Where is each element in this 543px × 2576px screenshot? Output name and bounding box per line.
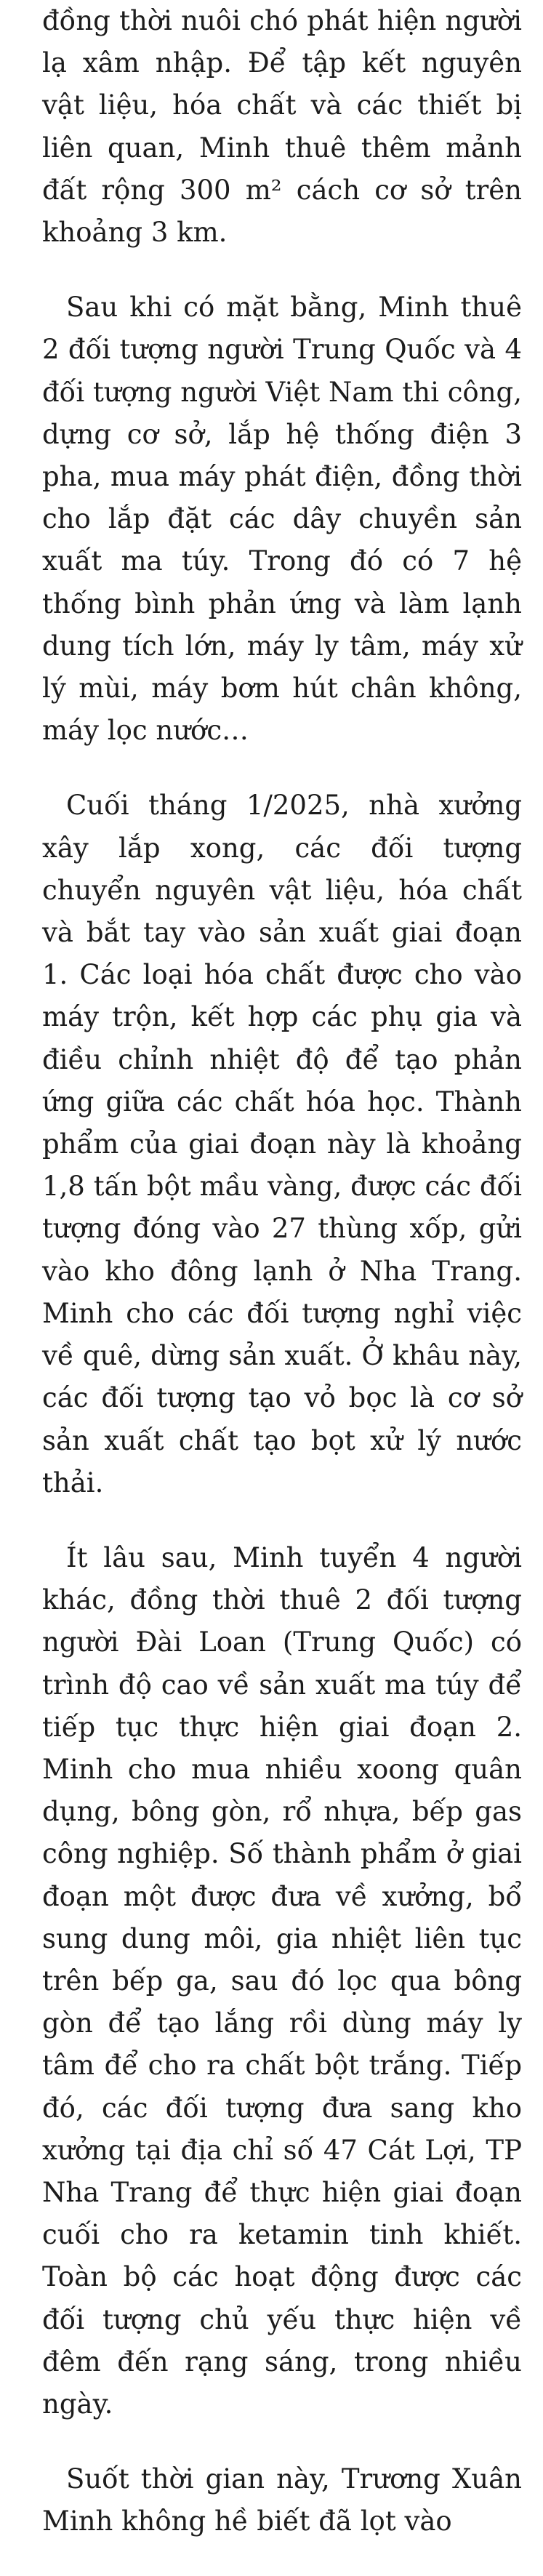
paragraph-2: Sau khi có mặt bằng, Minh thuê 2 đối tượng người Trung Quốc và 4 đối tượng người Việt Nam thi công, dựng cơ sở, lắp hệ thống điện 3 pha, mua máy phát điện, đồng thời cho lắp đặt các dây chuyền sản xuất ma túy. Trong đó có 7 hệ thống bình phản ứng và làm lạnh dung tích lớn, máy ly tâm, máy xử lý mùi, máy bơm hút chân không, máy lọc nước… bbox=[42, 292, 522, 747]
paragraph-3: Cuối tháng 1/2025, nhà xưởng xây lắp xong, các đối tượng chuyển nguyên vật liệu, hóa chất và bắt tay vào sản xuất giai đoạn 1. Các loại hóa chất được cho vào máy trộn, kết hợp các phụ gia và điều chỉnh nhiệt độ để tạo phản ứng giữa các chất hóa học. Thành phẩm của giai đoạn này là khoảng 1,8 tấn bột mầu vàng, được các đối tượng đóng vào 27 thùng xốp, gửi vào kho đông lạnh ở Nha Trang. Minh cho các đối tượng nghỉ việc về quê, dừng sản xuất. Ở khâu này, các đối tượng tạo vỏ bọc là cơ sở sản xuất chất tạo bọt xử lý nước thải. bbox=[42, 790, 522, 1498]
paragraph-4: Ít lâu sau, Minh tuyển 4 người khác, đồng thời thuê 2 đối tượng người Đài Loan (Trung Quốc) có trình độ cao về sản xuất ma túy để tiếp tục thực hiện giai đoạn 2. Minh cho mua nhiều xoong quân dụng, bông gòn, rổ nhựa, bếp gas công nghiệp. Số thành phẩm ở giai đoạn một được đưa về xưởng, bổ sung dung môi, gia nhiệt liên tục trên bếp ga, sau đó lọc qua bông gòn để tạo lắng rồi dùng máy ly tâm để cho ra chất bột trắng. Tiếp đó, các đối tượng đưa sang kho xưởng tại địa chỉ số 47 Cát Lợi, TP Nha Trang để thực hiện giai đoạn cuối cho ra ketamin tinh khiết. Toàn bộ các hoạt động được các đối tượng chủ yếu thực hiện về đêm đến rạng sáng, trong nhiều ngày. bbox=[42, 1541, 522, 2420]
paragraph-1: đồng thời nuôi chó phát hiện người lạ xâm nhập. Để tập kết nguyên vật liệu, hóa chất và các thiết bị liên quan, Minh thuê thêm mảnh đất rộng 300 m² cách cơ sở trên khoảng 3 km. bbox=[42, 5, 522, 249]
paragraph-5: Suốt thời gian này, Trương Xuân Minh không hề biết đã lọt vào bbox=[42, 2463, 522, 2537]
article-body bbox=[42, 0, 522, 2576]
